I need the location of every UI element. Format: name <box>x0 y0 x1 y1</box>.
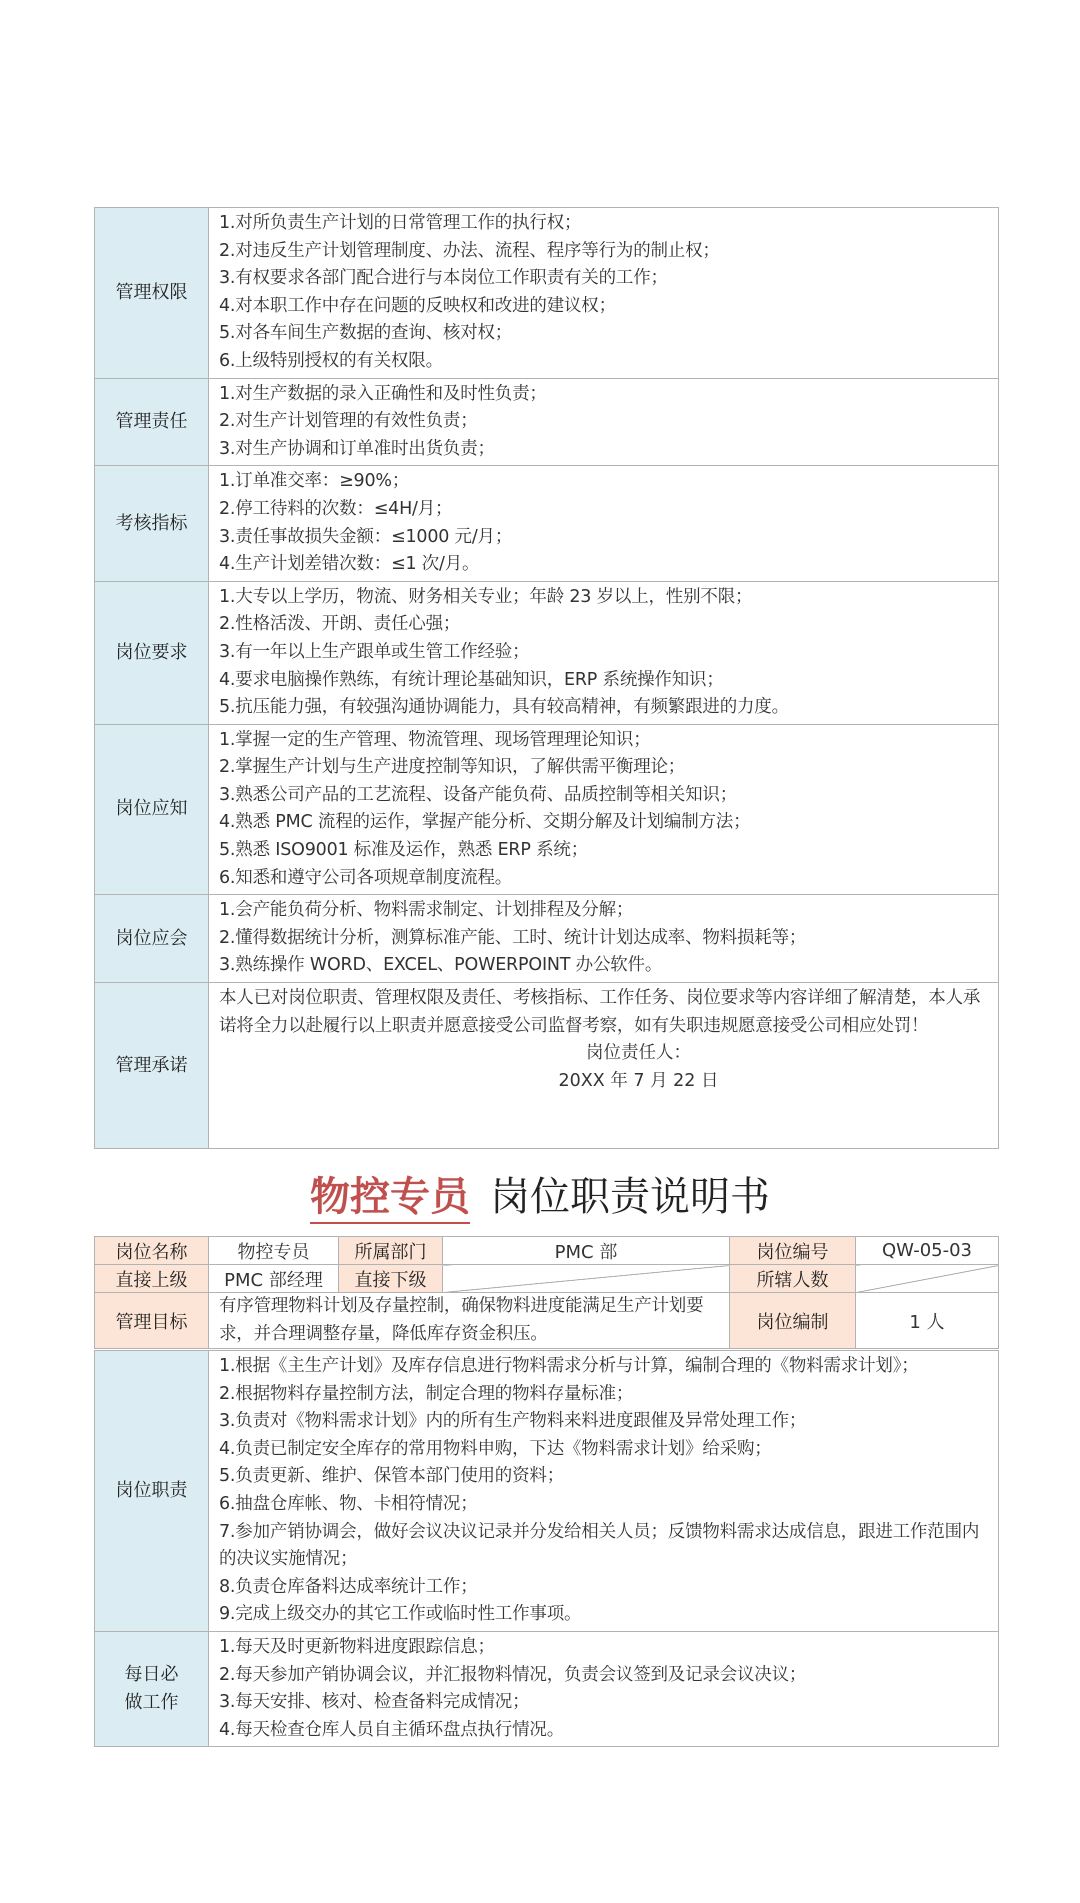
goal-cell <box>209 1293 730 1349</box>
responsibility-table <box>94 207 999 1149</box>
list-item: 3.责任事故损失金额：≤1000 元/月； <box>219 526 513 547</box>
jurisdiction-value-empty <box>856 1265 999 1293</box>
sign-date: 20XX 年 7 月 22 日 <box>558 1070 719 1091</box>
staffing-value: 1 人 <box>856 1293 999 1349</box>
section-row-responsibility <box>95 378 999 466</box>
section-row-knowledge <box>95 724 999 895</box>
daily-content <box>209 1631 999 1746</box>
list-item: 2.性格活泼、开朗、责任心强； <box>219 614 461 635</box>
list-item: 6.知悉和遵守公司各项规章制度流程。 <box>219 867 513 888</box>
list-item: 7.参加产销协调会，做好会议决议记录并分发给相关人员；反馈物料需求达成信息，跟进工作范围内的决议实施情况； <box>219 1521 980 1570</box>
job-code-value: QW-05-03 <box>856 1237 999 1265</box>
job-name-value: 物控专员 <box>209 1237 339 1265</box>
list-item: 1.每天及时更新物料进度跟踪信息； <box>219 1636 495 1657</box>
list-item: 1.掌握一定的生产管理、物流管理、现场管理理论知识； <box>219 729 651 750</box>
superior-value: PMC 部经理 <box>209 1265 339 1293</box>
list-item: 3.负责对《物料需求计划》内的所有生产物料来料进度跟催及异常处理工作； <box>219 1411 807 1432</box>
goal-value: 有序管理物料计划及存量控制，确保物料进度能满足生产计划要求，并合理调整存量，降低库存资金积压。 <box>219 1296 704 1344</box>
list-item: 5.抗压能力强，有较强沟通协调能力，具有较高精神，有频繁跟进的力度。 <box>219 697 789 718</box>
job-name-label: 岗位名称 <box>95 1237 209 1265</box>
superior-label: 直接上级 <box>95 1265 209 1293</box>
section-label: 考核指标 <box>95 466 209 581</box>
dept-value: PMC 部 <box>443 1237 730 1265</box>
list-item: 8.负责仓库备料达成率统计工作； <box>219 1576 478 1597</box>
job-code-label: 岗位编号 <box>730 1237 856 1265</box>
duties-row <box>95 1351 999 1632</box>
list-item: 2.每天参加产销协调会议，并汇报物料情况，负责会议签到及记录会议决议； <box>219 1664 807 1685</box>
list-item: 4.生产计划差错次数：≤1 次/月。 <box>219 554 480 575</box>
section-row-skills <box>95 895 999 983</box>
title-rest: 岗位职责说明书 <box>490 1174 770 1220</box>
duties-table <box>94 1350 999 1747</box>
list-item: 3.对生产协调和订单准时出货负责； <box>219 438 495 459</box>
title-highlight: 物控专员 <box>310 1173 470 1224</box>
list-item: 1.根据《主生产计划》及库存信息进行物料需求分析与计算，编制合理的《物料需求计划》； <box>219 1356 919 1376</box>
list-item: 1.订单准交率：≥90%； <box>219 471 410 492</box>
duties-content <box>209 1351 999 1632</box>
list-item: 2.对违反生产计划管理制度、办法、流程、程序等行为的制止权； <box>219 240 720 261</box>
section-content <box>209 466 999 581</box>
section-label: 岗位应知 <box>95 724 209 895</box>
list-item: 3.有一年以上生产跟单或生管工作经验； <box>219 641 530 662</box>
list-item: 1.对生产数据的录入正确性和及时性负责； <box>219 383 547 404</box>
commitment-text: 本人已对岗位职责、管理权限及责任、考核指标、工作任务、岗位要求等内容详细了解清楚，本人承诺将全力以赴履行以上职责并愿意接受公司监督考察，如有失职违规愿意接受公司相应处罚！ <box>219 988 981 1036</box>
list-item: 5.熟悉 ISO9001 标准及运作，熟悉 ERP 系统； <box>219 840 588 861</box>
section-label: 岗位应会 <box>95 895 209 983</box>
section-content <box>209 208 999 379</box>
section-content <box>209 895 999 983</box>
list-item: 3.熟悉公司产品的工艺流程、设备产能负荷、品质控制等相关知识； <box>219 784 737 805</box>
list-item: 2.根据物料存量控制方法，制定合理的物料存量标准； <box>219 1383 634 1404</box>
list-item: 1.大专以上学历，物流、财务相关专业；年龄 23 岁以上，性别不限； <box>219 586 753 607</box>
section-label: 管理承诺 <box>95 983 209 1149</box>
list-item: 2.掌握生产计划与生产进度控制等知识，了解供需平衡理论； <box>219 757 686 778</box>
job-header-table <box>94 1236 999 1349</box>
daily-row <box>95 1631 999 1746</box>
section-row-requirements <box>95 581 999 724</box>
list-item: 2.停工待料的次数：≤4H/月； <box>219 498 453 519</box>
duties-label: 岗位职责 <box>95 1351 209 1632</box>
header-row-2 <box>95 1265 999 1293</box>
jurisdiction-label: 所辖人数 <box>730 1265 856 1293</box>
header-row-1 <box>95 1237 999 1265</box>
list-item: 4.每天检查仓库人员自主循环盘点执行情况。 <box>219 1719 564 1740</box>
list-item: 2.对生产计划管理的有效性负责； <box>219 411 478 432</box>
section-label: 管理责任 <box>95 378 209 466</box>
list-item: 3.有权要求各部门配合进行与本岗位工作职责有关的工作； <box>219 268 668 289</box>
subordinate-label: 直接下级 <box>339 1265 443 1293</box>
section-content <box>209 378 999 466</box>
commitment-content <box>209 983 999 1149</box>
section-content <box>209 724 999 895</box>
page-title <box>0 1167 1080 1227</box>
list-item: 5.对各车间生产数据的查询、核对权； <box>219 323 513 344</box>
section-content <box>209 581 999 724</box>
list-item: 4.负责已制定安全库存的常用物料申购，下达《物料需求计划》给采购； <box>219 1438 772 1459</box>
header-row-3 <box>95 1293 999 1349</box>
list-item: 4.熟悉 PMC 流程的运作，掌握产能分析、交期分解及计划编制方法； <box>219 812 751 833</box>
list-item: 4.对本职工作中存在问题的反映权和改进的建议权； <box>219 295 616 316</box>
list-item: 5.负责更新、维护、保管本部门使用的资料； <box>219 1466 564 1487</box>
list-item: 1.会产能负荷分析、物料需求制定、计划排程及分解； <box>219 900 634 921</box>
section-row-commitment <box>95 983 999 1149</box>
list-item: 9.完成上级交办的其它工作或临时性工作事项。 <box>219 1604 582 1625</box>
dept-label: 所属部门 <box>339 1237 443 1265</box>
staffing-label: 岗位编制 <box>730 1293 856 1349</box>
section-row-authority <box>95 208 999 379</box>
section-label: 岗位要求 <box>95 581 209 724</box>
list-item: 6.抽盘仓库帐、物、卡相符情况； <box>219 1493 478 1514</box>
list-item: 3.熟练操作 WORD、EXCEL、POWERPOINT 办公软件。 <box>219 955 663 976</box>
list-item: 6.上级特别授权的有关权限。 <box>219 350 443 371</box>
goal-label: 管理目标 <box>95 1293 209 1349</box>
list-item: 2.懂得数据统计分析，测算标准产能、工时、统计计划达成率、物料损耗等； <box>219 927 807 948</box>
daily-label: 每日必做工作 <box>95 1631 209 1746</box>
list-item: 1.对所负责生产计划的日常管理工作的执行权； <box>219 213 582 233</box>
subordinate-value-empty <box>443 1265 730 1293</box>
section-label: 管理权限 <box>95 208 209 379</box>
list-item: 4.要求电脑操作熟练，有统计理论基础知识，ERP 系统操作知识； <box>219 669 724 690</box>
signer-label: 岗位责任人： <box>586 1043 691 1064</box>
section-row-kpi <box>95 466 999 581</box>
list-item: 3.每天安排、核对、检查备料完成情况； <box>219 1692 530 1713</box>
